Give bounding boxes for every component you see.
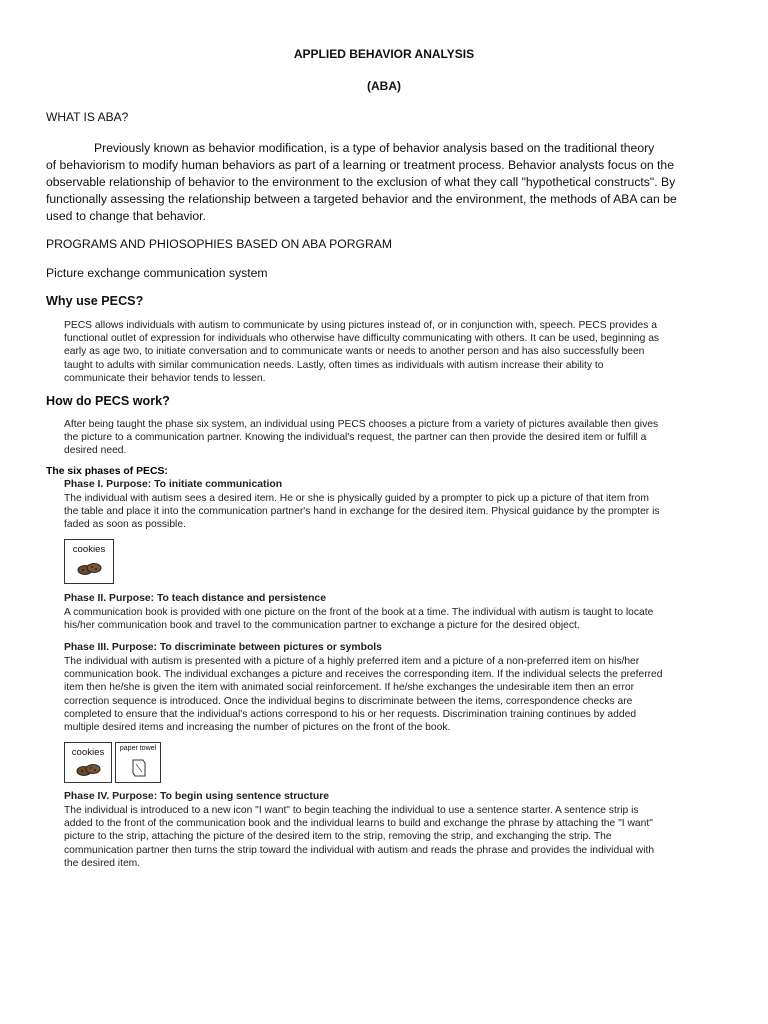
document-subtitle: (ABA) xyxy=(367,79,401,93)
paper-towel-picture-card xyxy=(115,742,161,783)
why-line: functional outlet of expression for individuals who otherwise have difficulty communicating with others. It can be used, beginning as xyxy=(64,333,660,345)
intro-line: used to change that behavior. xyxy=(46,209,206,223)
phase4-paragraph xyxy=(64,804,744,870)
six-phases-heading: The six phases of PECS: xyxy=(46,466,168,477)
paper-towel-card-label: paper towel xyxy=(119,745,157,752)
how-pecs-paragraph xyxy=(64,418,744,458)
phase4-line: communication partner then turns the strip toward the individual with autism and reads the phrase and provides the individual with xyxy=(64,844,655,856)
phase4-line: the desired item. xyxy=(64,857,141,869)
phase4-line: The individual is introduced to a new icon "I want" to begin teaching the individual to use a sentence starter. A sentence strip is xyxy=(64,805,639,816)
phase3-paragraph xyxy=(64,655,744,734)
programs-heading: PROGRAMS AND PHIOSOPHIES BASED ON ABA PORGRAM xyxy=(46,237,393,251)
phase2-line: his/her communication book and travel to the communication partner to exchange a picture for the desired object. xyxy=(64,620,580,632)
phase4-heading: Phase IV. Purpose: To begin using sentence structure xyxy=(64,791,330,802)
cookies-card-label: cookies xyxy=(71,747,105,758)
phase1-line: faded as soon as possible. xyxy=(64,519,186,531)
phase3-line: The individual with autism is presented with a picture of a highly preferred item and a picture of a non-preferred item on his/her xyxy=(64,656,640,667)
how-line: the picture to a communication partner. Knowing the individual's request, the partner can then provide the desired item or fulfill a xyxy=(64,432,647,444)
cookies-icon xyxy=(77,562,103,576)
phase4-line: picture to the strip, attaching the picture of the desired item to the strip, removing the strip, and exchanging the strip. The xyxy=(64,831,612,843)
cookies-card-label: cookies xyxy=(72,544,106,555)
phase3-line: item then he/she is given the item with animated social reinforcement. If he/she exchanges the undesirable item then an error xyxy=(64,682,635,694)
how-line: After being taught the phase six system, an individual using PECS chooses a picture from a variety of pictures available then gives xyxy=(64,419,659,430)
phase3-line: multiple desired items and increasing the number of pictures on the front of the book. xyxy=(64,722,451,734)
phase1-line: the table and place it into the communication partner's hand in exchange for the desired item. Physical guidance by the prompter is xyxy=(64,506,660,518)
document-title: APPLIED BEHAVIOR ANALYSIS xyxy=(293,47,475,61)
pecs-label: Picture exchange communication system xyxy=(46,266,268,280)
phase3-line: correction sequence is introduced. Once the individual begins to discriminate between the items, correspondence checks are xyxy=(64,695,633,707)
why-line: communicate their behavior tends to lessen. xyxy=(64,372,266,384)
what-is-aba-heading: WHAT IS ABA? xyxy=(46,110,129,124)
phase1-heading: Phase I. Purpose: To initiate communication xyxy=(64,479,283,490)
cookies-picture-card xyxy=(64,742,112,783)
phase2-line: A communication book is provided with one picture on the front of the book at a time. The individual with autism is taught to locate xyxy=(64,607,654,618)
phase2-heading: Phase II. Purpose: To teach distance and persistence xyxy=(64,593,326,604)
how-line: desired need. xyxy=(64,445,127,457)
cookies-icon xyxy=(76,763,102,777)
intro-line: of behaviorism to modify human behaviors as part of a learning or treatment process. Behavior analysts focus on the xyxy=(46,158,674,172)
cookies-picture-card xyxy=(64,539,114,584)
why-pecs-paragraph xyxy=(64,319,744,385)
phase1-paragraph xyxy=(64,492,744,532)
why-line: PECS allows individuals with autism to communicate by using pictures instead of, or in conjunction with, speech. PECS provides a xyxy=(64,320,657,331)
phase3-heading: Phase III. Purpose: To discriminate between pictures or symbols xyxy=(64,642,382,653)
phase3-line: communication book. The individual exchanges a picture and receives the corresponding item. If the individual selects the preferred xyxy=(64,669,663,681)
why-pecs-heading: Why use PECS? xyxy=(46,294,144,308)
phase2-paragraph xyxy=(64,606,744,632)
phase1-line: The individual with autism sees a desired item. He or she is physically guided by a prompter to pick up a picture of that item from xyxy=(64,493,649,504)
why-line: taught to adults with similar communication needs. Lastly, often times as individuals with autism increase their ability to xyxy=(64,359,604,371)
phase3-line: completed to ensure that the individual's actions correspond to his or her requests. Discrimination training continues by added xyxy=(64,708,637,720)
paper-towel-icon xyxy=(130,758,148,778)
why-line: early as age two, to initiate conversation and to communicate wants or needs to another person and has also successfully been xyxy=(64,346,645,358)
phase4-line: added to the front of the communication book and the individual learns to build and exchange the phrase by attaching the "I want" xyxy=(64,818,653,830)
intro-paragraph xyxy=(46,140,736,225)
intro-line: Previously known as behavior modification, is a type of behavior analysis based on the traditional theory xyxy=(94,141,655,155)
intro-line: functionally assessing the relationship between a targeted behavior and the environment, the methods of ABA can be xyxy=(46,192,677,206)
intro-line: observable relationship of behavior to the environment to the exclusion of what they call "hypothetical constructs". By xyxy=(46,175,676,189)
how-pecs-heading: How do PECS work? xyxy=(46,394,170,408)
